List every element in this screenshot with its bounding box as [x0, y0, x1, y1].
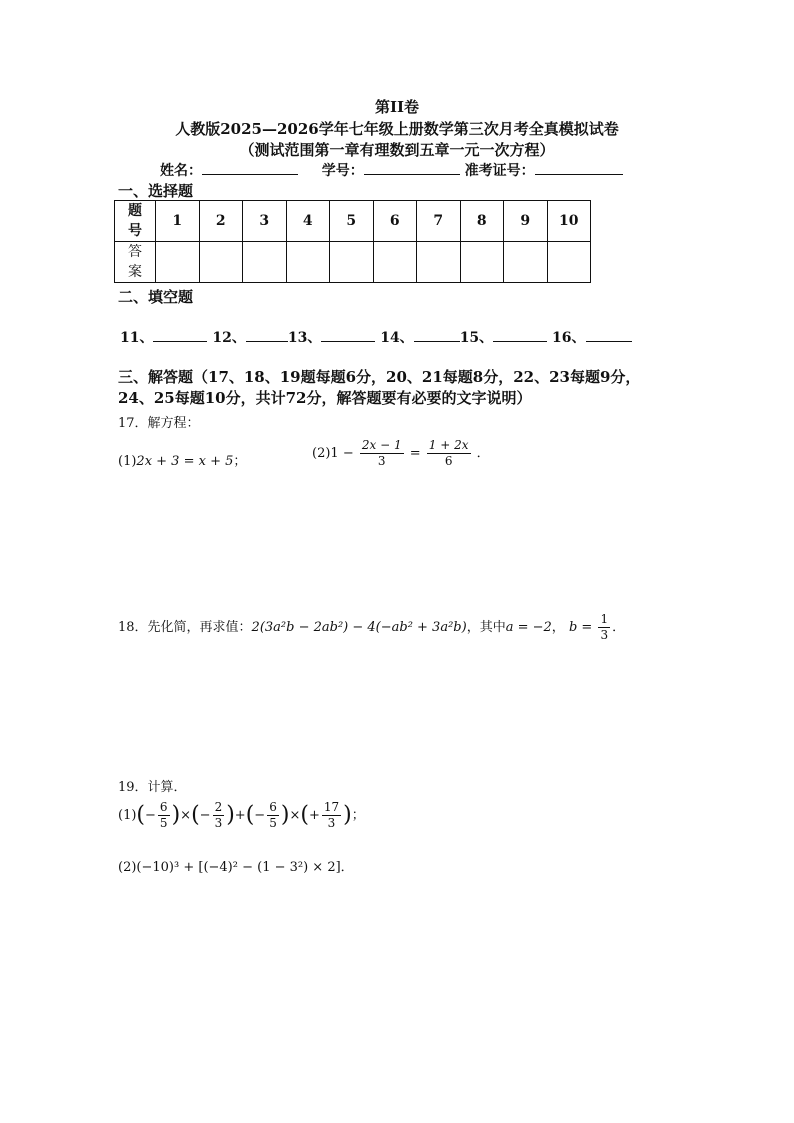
- answer-cell[interactable]: [330, 242, 374, 283]
- q19-frac-3: [267, 800, 279, 831]
- q17-frac2-denominator: 6: [444, 454, 453, 468]
- question-number-cell: 3: [243, 201, 287, 242]
- q18-end: ．: [612, 620, 626, 635]
- q18-expression: 2(3a²b − 2ab²) − 4(−ab² + 3a²b): [251, 620, 467, 635]
- q18-b-numerator: 1: [600, 612, 609, 626]
- table-row: [115, 201, 591, 242]
- student-no-blank[interactable]: [364, 160, 460, 175]
- blank-11[interactable]: [153, 329, 207, 342]
- q19-label: 19．计算．: [118, 780, 187, 795]
- q17-p1-prefix: (1): [118, 454, 137, 469]
- row-header-number-text: 题号: [128, 203, 142, 239]
- q18-condition-text: ，其中: [466, 620, 506, 635]
- q19-frac3-den: 5: [269, 816, 277, 830]
- q19-frac-1: [158, 800, 170, 831]
- q17-fraction-2: [427, 438, 471, 469]
- q18-b-fraction: [598, 612, 610, 643]
- q18-label: 18．先化简，再求值：: [118, 620, 252, 635]
- q17-part1: [118, 450, 246, 469]
- q19-p1-prefix: (1): [118, 808, 137, 823]
- q17-label: 17．解方程：: [118, 416, 200, 431]
- answer-cell[interactable]: [547, 242, 591, 283]
- q17-p1-end: ；: [233, 454, 247, 469]
- q18-b-denominator: 3: [600, 628, 609, 642]
- q18-row: [118, 612, 625, 643]
- q17-fraction-1: [360, 438, 404, 469]
- q18-comma: ，: [551, 620, 565, 635]
- q17-frac1-denominator: 3: [377, 454, 386, 468]
- answer-cell[interactable]: [156, 242, 200, 283]
- answer-cell[interactable]: [286, 242, 330, 283]
- q19-frac-4: [322, 800, 341, 831]
- q19-frac2-den: 3: [214, 816, 223, 830]
- answer-cell[interactable]: [417, 242, 461, 283]
- name-blank[interactable]: [202, 160, 298, 175]
- question-number-cell: 4: [286, 201, 330, 242]
- section-solve-title-line2: 24、25每题10分，共计72分，解答题要有必要的文字说明）: [118, 389, 532, 407]
- q19-frac1-den: 5: [159, 816, 168, 830]
- q17-frac1-numerator: 2x − 1: [361, 438, 402, 452]
- q19-p2-prefix: (2): [118, 860, 137, 875]
- exam-no-blank[interactable]: [535, 160, 623, 175]
- row-header-number: [115, 201, 156, 242]
- table-row: [115, 242, 591, 283]
- blank-label-15: 15、: [459, 330, 494, 346]
- section-solve-title-line1: 三、解答题（17、18、19题每题6分，20、21每题8分，22、23每题9分，: [118, 368, 641, 386]
- section-choice-title: 一、选择题: [118, 182, 194, 200]
- question-number-cell: 6: [373, 201, 417, 242]
- blank-label-11: 11、: [120, 330, 154, 346]
- fill-blank-row: [120, 327, 632, 347]
- answer-cell[interactable]: [373, 242, 417, 283]
- q17-frac2-numerator: 1 + 2x: [428, 438, 469, 452]
- q17-p2-equals: =: [409, 446, 421, 461]
- q19-p1-end: ；: [351, 808, 365, 823]
- blank-label-12: 12、: [212, 330, 246, 346]
- answer-cell[interactable]: [199, 242, 243, 283]
- q19-p2-expression: (−10)³ + [(−4)² − (1 − 3²) × 2]: [136, 860, 341, 875]
- blank-label-13: 13、: [287, 330, 322, 346]
- q19-frac4-den: 3: [327, 816, 336, 830]
- blank-12[interactable]: [246, 329, 288, 342]
- exam-no-label: 准考证号：: [464, 163, 535, 179]
- student-no-label: 学号：: [321, 163, 364, 179]
- q17-p2-one: 1 −: [330, 446, 354, 461]
- blank-label-16: 16、: [552, 330, 586, 346]
- blank-15[interactable]: [493, 329, 547, 342]
- q19-frac-2: [213, 800, 225, 831]
- question-number-cell: 5: [330, 201, 374, 242]
- question-number-cell: 9: [504, 201, 548, 242]
- row-header-answer-text: 答案: [128, 244, 142, 280]
- question-number-cell: 2: [199, 201, 243, 242]
- volume-title: 第II卷: [374, 98, 420, 116]
- answer-cell[interactable]: [460, 242, 504, 283]
- question-number-cell: 1: [156, 201, 200, 242]
- q17-p1-equation: 2x + 3 = x + 5: [136, 454, 234, 469]
- q17-p2-prefix: (2): [312, 446, 331, 461]
- answer-cell[interactable]: [504, 242, 548, 283]
- q18-a-value: a = −2: [505, 620, 552, 635]
- student-info-row: [160, 160, 623, 180]
- q17-p2-end: ．: [476, 446, 490, 461]
- question-number-cell: 7: [417, 201, 461, 242]
- answer-table: [114, 200, 591, 283]
- question-number-cell: 8: [460, 201, 504, 242]
- blank-16[interactable]: [586, 329, 632, 342]
- q19-part2: [118, 856, 354, 875]
- q19-frac4-num: 17: [323, 800, 340, 814]
- blank-label-14: 14、: [380, 330, 414, 346]
- section-fill-title: 二、填空题: [118, 288, 194, 306]
- exam-scope: （测试范围第一章有理数到五章一元一次方程）: [239, 141, 555, 159]
- q19-frac3-num: 6: [269, 800, 277, 814]
- q19-part1: (1)(− $\frac{6}{5}$ )×(− $\frac{2}{3}$ )+(− $\frac{6}{5}$ )×(+ $\frac{17}{3}$ )；: [118, 800, 365, 830]
- name-label: 姓名：: [160, 163, 202, 179]
- exam-title: 人教版2025—2026学年七年级上册数学第三次月考全真模拟试卷: [175, 120, 619, 138]
- answer-cell[interactable]: [243, 242, 287, 283]
- q19-p2-end: ．: [340, 860, 354, 875]
- blank-13[interactable]: [321, 329, 375, 342]
- blank-14[interactable]: [414, 329, 460, 342]
- row-header-answer: [115, 242, 156, 283]
- question-number-cell: 10: [547, 201, 591, 242]
- q18-b-lhs: b =: [568, 620, 593, 635]
- q19-frac1-num: 6: [159, 800, 168, 814]
- q19-frac2-num: 2: [214, 800, 223, 814]
- q17-part2: [312, 438, 490, 469]
